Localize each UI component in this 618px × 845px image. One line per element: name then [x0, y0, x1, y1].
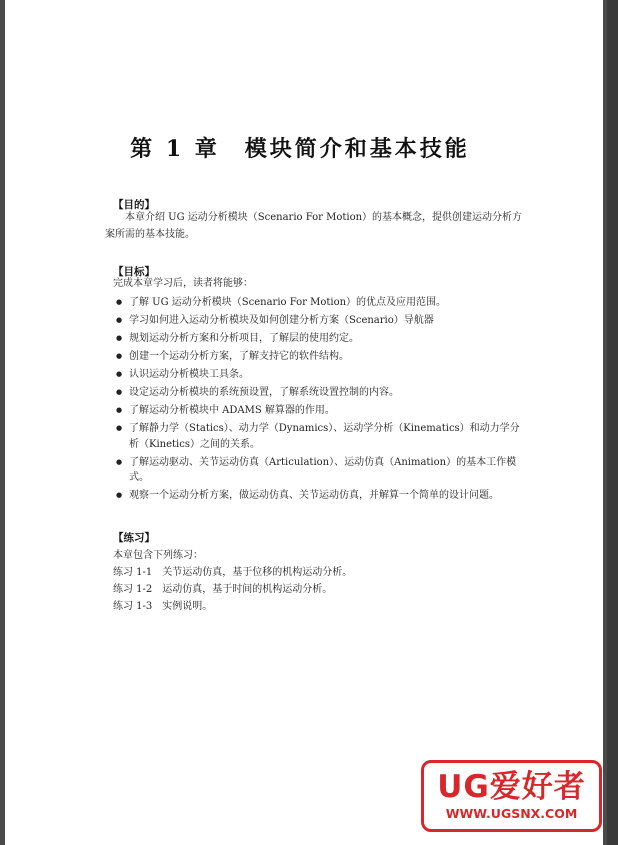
goals-list [113, 295, 523, 506]
purpose-heading: 【目的】 [113, 199, 155, 211]
exercises-intro: 本章包含下列练习： [113, 550, 203, 561]
goal-item: ● 创建一个运动分析方案，了解支持它的软件结构。 [113, 349, 523, 365]
document-page [5, 0, 603, 845]
exercise-item: 练习 1-2 运动仿真，基于时间的机构运动分析。 [113, 584, 333, 595]
exercises-heading: 【练习】 [113, 532, 155, 544]
exercise-item: 练习 1-1 关节运动仿真，基于位移的机构运动分析。 [113, 567, 353, 578]
watermark-text: UG爱好者 [437, 769, 586, 805]
goal-item: ● 了解静力学（Statics）、动力学（Dynamics）、运动学分析（Kinematics）和动力学分析（Kinetics）之间的关系。 [113, 421, 523, 452]
goals-heading: 【目标】 [113, 266, 155, 278]
goal-item: ● 设定运动分析模块的系统预设置，了解系统设置控制的内容。 [113, 385, 523, 401]
goal-item: ● 了解运动分析模块中 ADAMS 解算器的作用。 [113, 403, 523, 419]
goal-item: ● 学习如何进入运动分析模块及如何创建分析方案（Scenario）导航器 [113, 313, 523, 329]
goal-item: ● 了解 UG 运动分析模块（Scenario For Motion）的优点及应用范围。 [113, 295, 523, 311]
goals-intro: 完成本章学习后，读者将能够： [113, 278, 253, 289]
goal-item: ● 了解运动驱动、关节运动仿真（Articulation）、运动仿真（Animation）的基本工作模式。 [113, 455, 523, 486]
goal-item: ● 规划运动分析方案和分析项目，了解层的使用约定。 [113, 331, 523, 347]
goal-item: ● 观察一个运动分析方案，做运动仿真、关节运动仿真，并解算一个简单的设计问题。 [113, 488, 523, 504]
watermark-url: WWW.UGSNX.COM [445, 806, 578, 821]
chapter-title: 第 1 章 模块简介和基本技能 [130, 136, 470, 162]
purpose-text: 本章介绍 UG 运动分析模块（Scenario For Motion）的基本概念，提供创建运动分析方案所需的基本技能。 [105, 212, 523, 240]
scrollbar[interactable] [607, 0, 618, 845]
watermark-logo [421, 760, 602, 832]
exercise-item: 练习 1-3 实例说明。 [113, 601, 213, 612]
goal-item: ● 认识运动分析模块工具条。 [113, 367, 523, 383]
